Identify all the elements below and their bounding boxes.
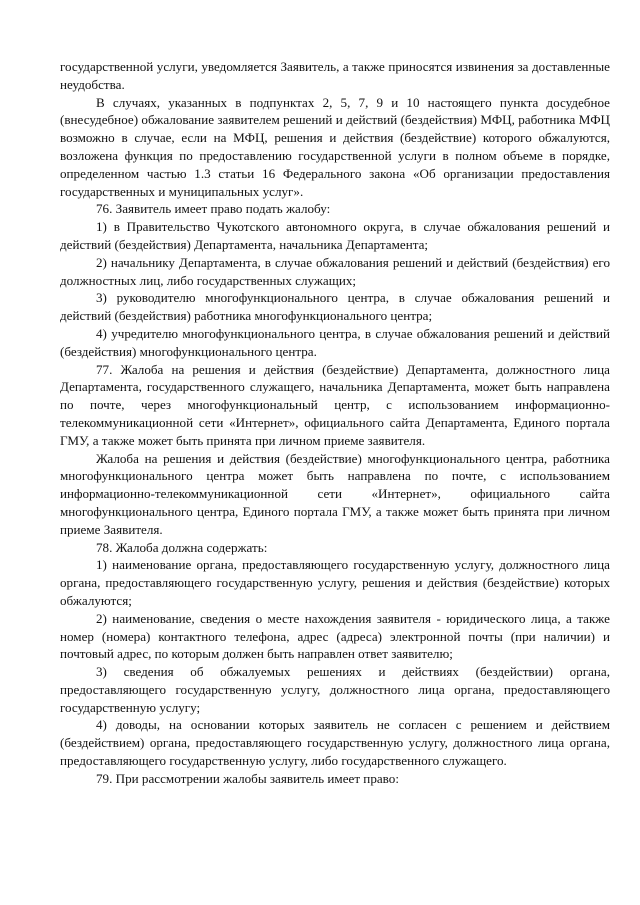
paragraph-76-heading: 76. Заявитель имеет право подать жалобу: — [96, 201, 331, 217]
paragraph-mfc-appeal: В случаях, указанных в подпунктах 2, 5, 7, 9 и 10 настоящего пункта досудебное (внесудебное) обжалование заявителем решений и действий (бездействия) МФЦ, работника МФЦ возможно в случае, если на МФЦ, решения и действия (бездействие) которого обжалуются, возложена функция по предоставлению государственной услуги в полном объеме в порядке, определенном частью 1.3 статьи 16 Федерального закона «Об организации предоставления государственных и муниципальных услуг». — [60, 94, 610, 199]
list-item-78-3: 3) сведения об обжалуемых решениях и действиях (бездействии) органа, предоставляющего государственную услугу, должностного лица органа, предоставляющего государственную услугу; — [60, 664, 610, 715]
paragraph-78-heading: 78. Жалоба должна содержать: — [96, 539, 268, 555]
paragraph-continuation: государственной услуги, уведомляется Заявитель, а также приносятся извинения за доставленные неудобства. — [60, 59, 610, 92]
paragraph-79-heading: 79. При рассмотрении жалобы заявитель имеет право: — [96, 770, 399, 786]
list-item-76-4: 4) учредителю многофункционального центра, в случае обжалования решений и действий (бездействия) многофункционального центра. — [60, 325, 610, 359]
list-item-78-1: 1) наименование органа, предоставляющего государственную услугу, должностного лица органа, предоставляющего государственную услугу, решения и действия (бездействие) которых обжалуются; — [60, 557, 610, 608]
list-item-76-1: 1) в Правительство Чукотского автономного округа, в случае обжалования решений и действий (бездействия) Департамента, начальника Департамента; — [60, 219, 610, 252]
list-item-78-2: 2) наименование, сведения о месте нахождения заявителя - юридического лица, а также номер (номера) контактного телефона, адрес (адреса) электронной почты (при наличии) и почтовый адрес, по которым должен быть направлен ответ заявителю; — [60, 610, 610, 662]
list-item-78-4: 4) доводы, на основании которых заявитель не согласен с решением и действием (бездействием) органа, предоставляющего государственную услугу, должностного лица органа, предоставляющего государственную услугу, либо государственного служащего. — [60, 717, 610, 769]
paragraph-77-mfc: Жалоба на решения и действия (бездействие) многофункционального центра, работника многофункционального центра может быть направлена по почте, с использованием информационно-телекоммуникационной сети «Интернет», официального сайта многофункционального центра, Единого портала ГМУ, а также может быть принята при личном приеме Заявителя. — [60, 450, 610, 537]
list-item-76-2: 2) начальнику Департамента, в случае обжалования решений и действий (бездействия) его должностных лиц, либо государственных служащих; — [60, 254, 610, 288]
list-item-76-3: 3) руководителю многофункционального центра, в случае обжалования решений и действий (бездействия) работника многофункционального центра; — [60, 290, 610, 324]
document-page — [60, 58, 610, 788]
paragraph-77: 77. Жалоба на решения и действия (бездействие) Департамента, должностного лица Департамента, государственного служащего, начальника Департамента, может быть направлена по почте, через многофункциональный центр, с использованием информационно-телекоммуникационной сети «Интернет», официального сайта Департамента, Единого портала ГМУ, а также может быть принята при личном приеме заявителя. — [60, 361, 610, 448]
